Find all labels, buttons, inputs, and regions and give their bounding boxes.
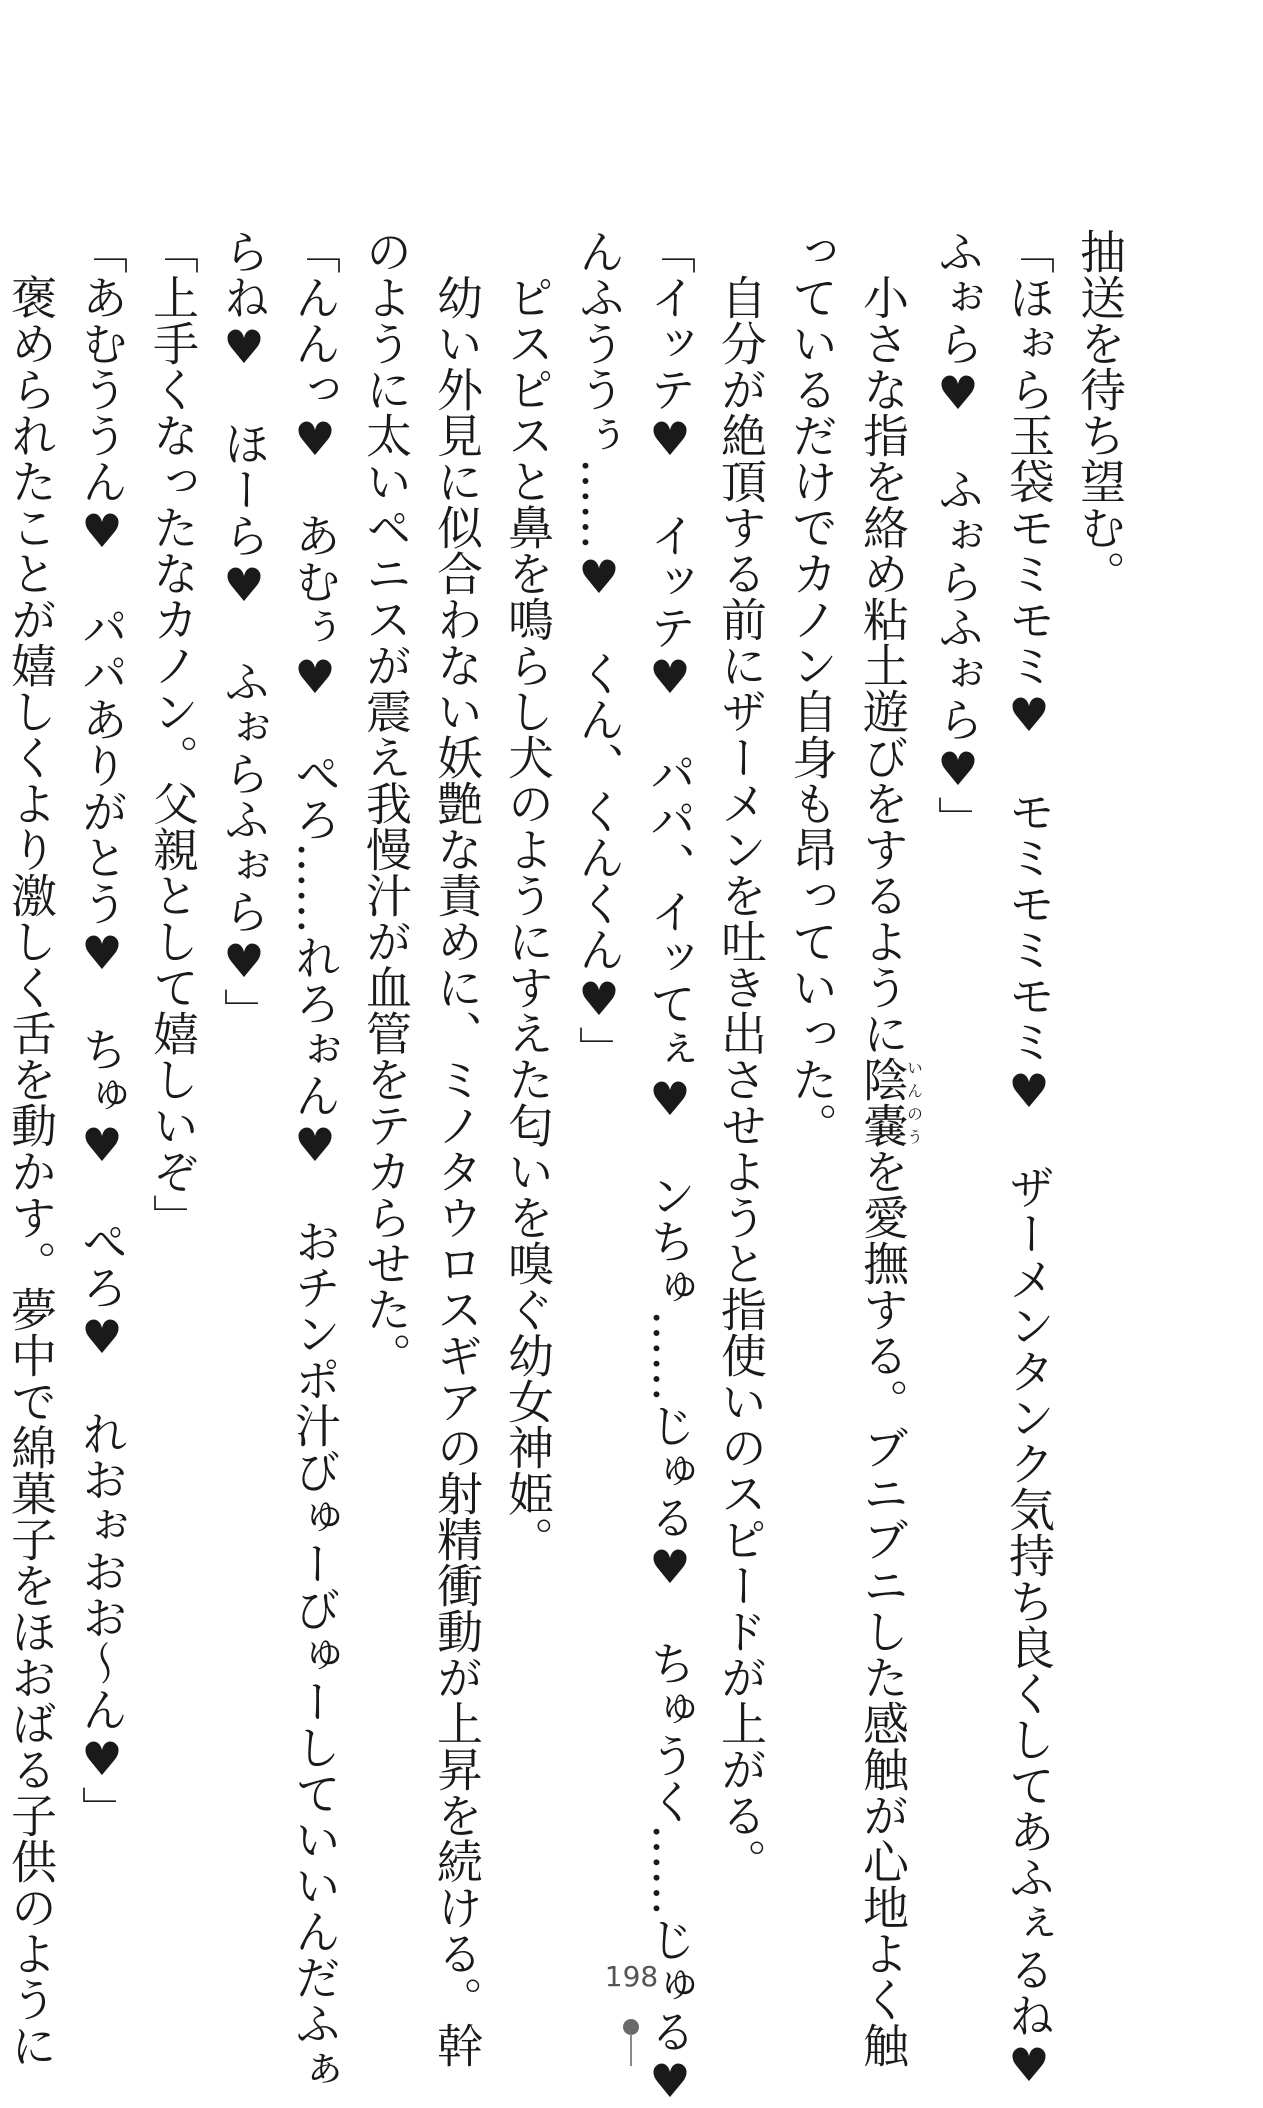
text-column-3: ふぉら♥ ふぉらふぉら♥」 <box>931 228 985 842</box>
text-column-11: のように太いペニスが震え我慢汁が血管をテカらせた。 <box>359 228 413 1378</box>
ruby-reading: いんのう <box>904 1056 924 1148</box>
text-column-6: 自分が絶頂する前にザーメンを吐き出させようと指使いのスピードが上がる。 <box>714 228 768 1884</box>
text-column-5: っているだけでカノン自身も昂っていった。 <box>785 228 839 1148</box>
ruby-annotation: 陰嚢いんのう <box>856 1056 924 1148</box>
text-column-1: 抽送を待ち望む。 <box>1073 228 1127 596</box>
text-column-15: 「あむううん♥ パパありがとう♥ ちゅ♥ ぺろ♥ れおぉおお～ん♥」 <box>75 228 129 1832</box>
text-column-2: 「ほぉら玉袋モミモミ♥ モミモミモミ♥ ザーメンタンク気持ち良くしてあふぇるね♥ <box>1002 228 1056 2092</box>
text-column-10: 幼い外見に似合わない妖艶な責めに、ミノタウロスギアの射精衝動が上昇を続ける。幹 <box>430 228 484 2068</box>
text-column-8: んふううぅ……♥ くん、くんくん♥」 <box>572 228 626 1072</box>
text-column-12: 「んんっ♥ あむぅ♥ ぺろ……れろぉん♥ おチンポ汁びゅーびゅーしていいんだふぁ <box>288 228 342 2092</box>
text-column-7: 「イッテ♥ イッテ♥ パパ、イッてぇ♥ ンちゅ……じゅる♥ ちゅうく……じゅる♥ <box>643 228 697 2108</box>
text-column-14: 「上手くなったなカノン。父親として嬉しいぞ」 <box>146 228 200 1240</box>
text-column-13: らね♥ ほーら♥ ふぉらふぉら♥」 <box>217 228 271 1034</box>
text-column-9: ピスピスと鼻を鳴らし犬のようにすえた匂いを嗅ぐ幼女神姫。 <box>501 228 555 1562</box>
text-column-4 <box>847 228 924 2068</box>
text-column-4-part: 小さな指を絡め粘土遊びをするように陰嚢いんのうを愛撫する。ブニブニした感触が心地よく触 <box>856 228 924 2068</box>
text-column-16: 褒められたことが嬉しくより激しく舌を動かす。夢中で綿菓子をほおばる子供のように <box>4 228 58 2068</box>
bookmark-line <box>630 2034 632 2066</box>
bookmark-dot-icon <box>623 2019 639 2035</box>
page-number: 198 <box>604 1960 659 1993</box>
